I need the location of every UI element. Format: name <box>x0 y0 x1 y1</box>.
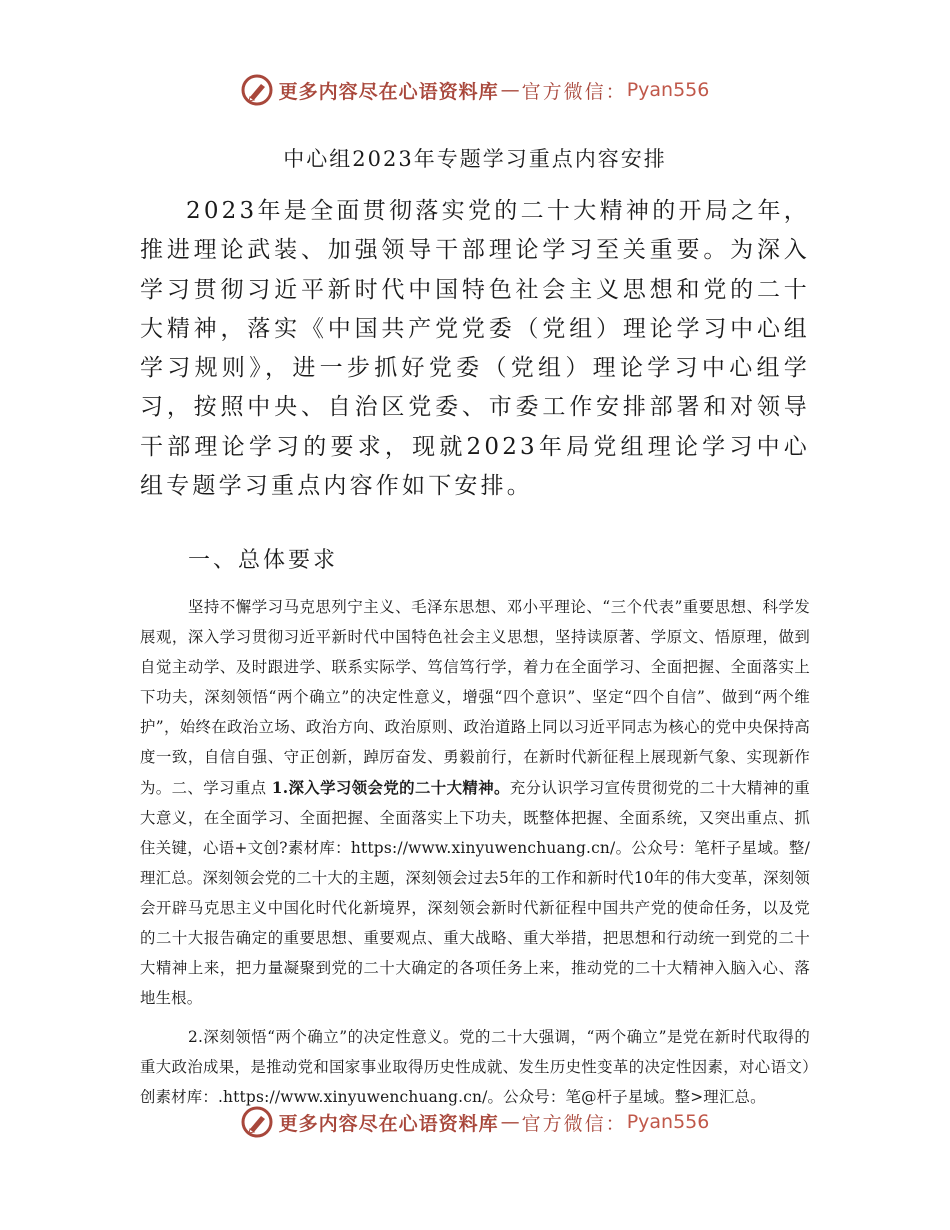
banner-wechat-id: Pyan556 <box>626 1111 710 1133</box>
banner-wechat-label: 官方微信： <box>521 80 627 103</box>
paragraph-1-text-a: 坚持不懈学习马克思列宁主义、毛泽东思想、邓小平理论、“三个代表”重要思想、科学发展观，深入学习贯彻习近平新时代中国特色社会主义思想，坚持读原著、学原文、悟原理，做到自觉主动学、及时跟进学、联系实际学、笃信笃行学，着力在全面学习、全面把握、全面落实上下功夫，深刻领悟“两个确立”的决定性意义，增强“四个意识”、坚定“四个自信”、做到“两个维护”，始终在政治立场、政治方向、政治原则、政治道路上同以习近平同志为核心的党中央保持高度一致，自信自强、守正创新，踔厉奋发、勇毅前行，在新时代新征程上展现新气象、实现新作为。二、学习重点 <box>140 598 810 797</box>
pen-logo-icon <box>241 74 273 106</box>
banner-dash: — <box>500 79 520 101</box>
paragraph-1-subheading: 1.深入学习领会党的二十大精神。 <box>271 778 510 797</box>
banner-slogan: 更多内容尽在心语资料库 <box>278 1112 499 1135</box>
pen-logo-icon <box>241 1106 273 1138</box>
intro-paragraph: 2023年是全面贯彻落实党的二十大精神的开局之年，推进理论武装、加强领导干部理论学习至关重要。为深入学习贯彻习近平新时代中国特色社会主义思想和党的二十大精神，落实《中国共产党党委（党组）理论学习中心组学习规则》，进一步抓好党委（党组）理论学习中心组学习，按照中央、自治区党委、市委工作安排部署和对领导干部理论学习的要求，现就2023年局党组理论学习中心组专题学习重点内容作如下安排。 <box>140 198 810 500</box>
banner-dash: — <box>500 1111 520 1133</box>
body-paragraph-1 <box>140 592 810 1013</box>
section-heading-general-requirements: 一、总体要求 <box>188 548 339 573</box>
body-paragraph-2: 2.深刻领悟“两个确立”的决定性意义。党的二十大强调，“两个确立”是党在新时代取得的重大政治成果，是推动党和国家事业取得历史性成就、发生历史性变革的决定性因素，对心语文）创素材库：.https://www.xinyuwenchuang.cn/。公众号：笔@杆子星域。整>理汇总。 <box>140 1028 810 1107</box>
banner-wechat-label: 官方微信： <box>521 1112 627 1135</box>
banner-wechat-id: Pyan556 <box>626 79 710 101</box>
footer-banner <box>0 1100 950 1144</box>
banner-slogan: 更多内容尽在心语资料库 <box>278 80 499 103</box>
paragraph-1-text-b: 充分认识学习宣传贯彻党的二十大精神的重大意义，在全面学习、全面把握、全面落实上下功夫，既整体把握、全面系统，又突出重点、抓住关键，心语+文创?素材库：https://www.xinyuwenchuang.cn/。公众号：笔杆子星域。整/理汇总。深刻领会党的二十大的主题，深刻领会过去5年的工作和新时代10年的伟大变革，深刻领会开辟马克思主义中国化时代化新境界，深刻领会新时代新征程中国共产党的使命任务，以及党的二十大报告确定的重要思想、重要观点、重大战略、重大举措，把思想和行动统一到党的二十大精神上来，把力量凝聚到党的二十大确定的各项任务上来，推动党的二十大精神入脑入心、落地生根。 <box>140 778 810 1008</box>
header-banner <box>0 68 950 112</box>
document-title: 中心组2023年专题学习重点内容安排 <box>283 147 667 171</box>
